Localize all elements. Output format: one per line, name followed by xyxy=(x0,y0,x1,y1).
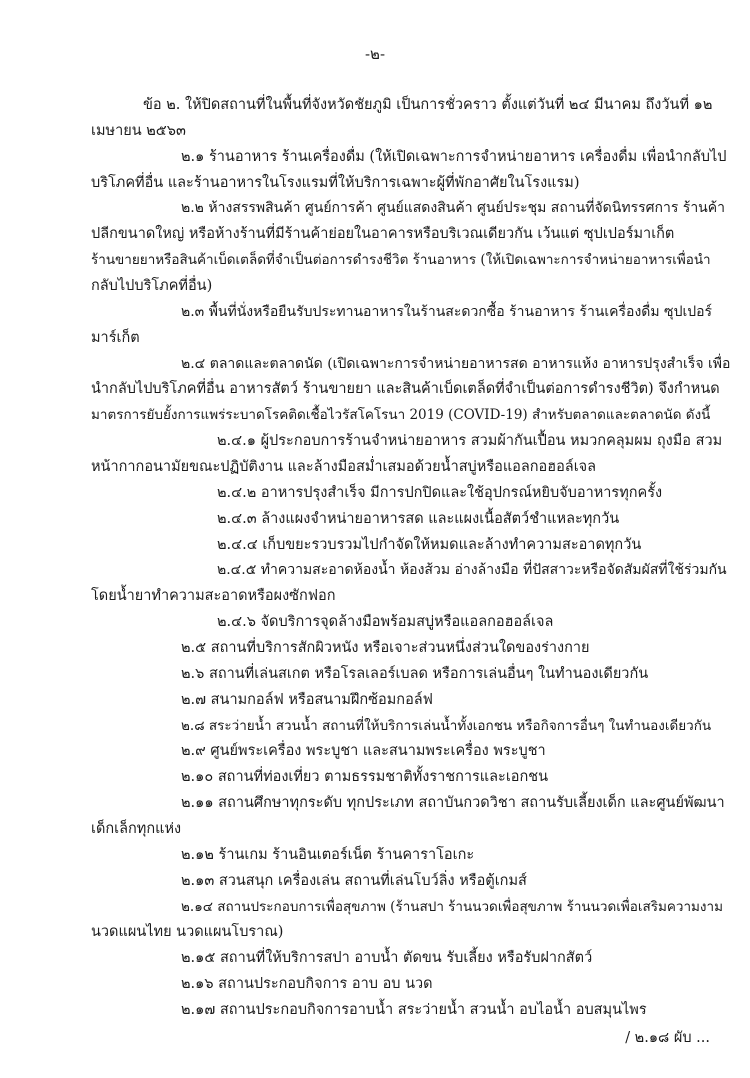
paragraph-line: ข้อ ๒. ให้ปิดสถานที่ในพื้นที่จังหวัดชัยภูมิ เป็นการชั่วคราว ตั้งแต่วันที่ ๒๔ มีนาคม ถึงวันที่ ๑๒ xyxy=(143,97,713,113)
paragraph-line: ๒.๘ สระว่ายน้ำ สวนน้ำ สถานที่ให้บริการเล่นน้ำทั้งเอกชน หรือกิจการอื่นๆ ในทำนองเดียวกัน xyxy=(181,717,712,734)
paragraph-line: ปลีกขนาดใหญ่ หรือห้างร้านที่มีร้านค้าย่อยในอาคารหรือบริเวณเดียวกัน เว้นแต่ ซุปเปอร์มาเก็ต xyxy=(91,226,675,243)
paragraph-line: ๒.๑๕ สถานที่ให้บริการสปา อาบน้ำ ตัดขน รับเลี้ยง หรือรับฝากสัตว์ xyxy=(181,950,593,967)
paragraph-line: ๒.๑ ร้านอาหาร ร้านเครื่องดื่ม (ให้เปิดเฉพาะการจำหน่ายอาหาร เครื่องดื่ม เพื่อนำกลับไป xyxy=(181,148,727,165)
paragraph-line: ๒.๖ สถานที่เล่นสเกต หรือโรลเลอร์เบลด หรือการเล่นอื่นๆ ในทำนองเดียวกัน xyxy=(181,665,649,682)
paragraph-line: ๒.๔.๒ อาหารปรุงสำเร็จ มีการปกปิดและใช้อุปกรณ์หยิบจับอาหารทุกครั้ง xyxy=(217,484,663,501)
paragraph-line: ๒.๗ สนามกอล์ฟ หรือสนามฝึกซ้อมกอล์ฟ xyxy=(181,691,433,708)
paragraph-line: ๒.๒ ห้างสรรพสินค้า ศูนย์การค้า ศูนย์แสดงสินค้า ศูนย์ประชุม สถานที่จัดนิทรรศการ ร้านค้า xyxy=(181,200,725,217)
paragraph-line: นำกลับไปบริโภคที่อื่น อาหารสัตว์ ร้านขายยา และสินค้าเบ็ดเตล็ดที่จำเป็นต่อการดำรงชีวิต) จึงกำหนด xyxy=(91,381,720,398)
paragraph-line: ๒.๑๔ สถานประกอบการเพื่อสุขภาพ (ร้านสปา ร้านนวดเพื่อสุขภาพ ร้านนวดเพื่อเสริมความงาม xyxy=(181,898,724,915)
paragraph-line: ๒.๔.๓ ล้างแผงจำหน่ายอาหารสด และแผงเนื้อสัตว์ชำแหละทุกวัน xyxy=(217,510,620,527)
paragraph-line: ๒.๔.๖ จัดบริการจุดล้างมือพร้อมสบู่หรือแอลกอฮอล์เจล xyxy=(217,614,554,631)
paragraph-line: ร้านขายยาหรือสินค้าเบ็ดเตล็ดที่จำเป็นต่อการดำรงชีวิต ร้านอาหาร (ให้เปิดเฉพาะการจำหน่ายอาหารเพื่อนำ xyxy=(91,252,711,269)
paragraph-line: กลับไปบริโภคที่อื่น) xyxy=(91,278,213,294)
paragraph-line: โดยน้ำยาทำความสะอาดหรือผงซักฟอก xyxy=(91,588,336,605)
paragraph-line: เมษายน ๒๕๖๓ xyxy=(91,122,186,139)
paragraph-line: นวดแผนไทย นวดแผนโบราณ) xyxy=(91,924,284,941)
paragraph-line: ๒.๔.๕ ทำความสะอาดห้องน้ำ ห้องส้วม อ่างล้างมือ ที่ปัสสาวะหรือจัดสัมผัสที่ใช้ร่วมกัน xyxy=(217,562,727,579)
paragraph-line: มาร์เก็ต xyxy=(91,329,140,346)
page-number: -๒- xyxy=(364,45,386,63)
paragraph-line: ๒.๑๖ สถานประกอบกิจการ อาบ อบ นวด xyxy=(181,976,433,993)
paragraph-line: ๒.๙ ศูนย์พระเครื่อง พระบูชา และสนามพระเครื่อง พระบูชา xyxy=(181,743,546,760)
paragraph-line: ๒.๑๒ ร้านเกม ร้านอินเตอร์เน็ต ร้านคาราโอเกะ xyxy=(181,846,475,863)
paragraph-line: หน้ากากอนามัยขณะปฏิบัติงาน และล้างมือสม่ำเสมอด้วยน้ำสบู่หรือแอลกอฮอล์เจล xyxy=(91,459,597,475)
page-footer: / ๒.๑๘ ผับ ... xyxy=(625,1030,710,1046)
paragraph-line: ๒.๔.๔ เก็บขยะรวบรวมไปกำจัดให้หมดและล้างทำความสะอาดทุกวัน xyxy=(217,536,642,553)
paragraph-line: ๒.๑๐ สถานที่ท่องเที่ยว ตามธรรมชาติทั้งราชการและเอกชน xyxy=(181,769,549,786)
paragraph-line: เด็กเล็กทุกแห่ง xyxy=(91,821,182,837)
paragraph-line: บริโภคที่อื่น และร้านอาหารในโรงแรมที่ให้บริการเฉพาะผู้ที่พักอาศัยในโรงแรม) xyxy=(91,174,580,191)
paragraph-line: ๒.๕ สถานที่บริการสักผิวหนัง หรือเจาะส่วนหนึ่งส่วนใดของร่างกาย xyxy=(181,640,590,656)
paragraph-line: มาตรการยับยั้งการแพร่ระบาดโรคติดเชื้อไวรัสโคโรนา 2019 (COVID-19) สำหรับตลาดและตลาดนัด ดังนี้ xyxy=(91,407,711,424)
paragraph-line: ๒.๓ พื้นที่นั่งหรือยืนรับประทานอาหารในร้านสะดวกซื้อ ร้านอาหาร ร้านเครื่องดื่ม ซุปเปอร์ xyxy=(181,303,713,320)
paragraph-line: ๒.๔ ตลาดและตลาดนัด (เปิดเฉพาะการจำหน่ายอาหารสด อาหารแห้ง อาหารปรุงสำเร็จ เพื่อ xyxy=(181,355,731,372)
paragraph-line: ๒.๑๑ สถานศึกษาทุกระดับ ทุกประเภท สถาบันกวดวิชา สถานรับเลี้ยงเด็ก และศูนย์พัฒนา xyxy=(181,795,725,812)
paragraph-line: ๒.๔.๑ ผู้ประกอบการร้านจำหน่ายอาหาร สวมผ้ากันเปื้อน หมวกคลุมผม ถุงมือ สวม xyxy=(217,433,723,450)
paragraph-line: ๒.๑๓ สวนสนุก เครื่องเล่น สถานที่เล่นโบว์ลิ่ง หรือตู้เกมส์ xyxy=(181,872,527,889)
paragraph-line: ๒.๑๗ สถานประกอบกิจการอาบน้ำ สระว่ายน้ำ สวนน้ำ อบไอน้ำ อบสมุนไพร xyxy=(181,1002,647,1018)
